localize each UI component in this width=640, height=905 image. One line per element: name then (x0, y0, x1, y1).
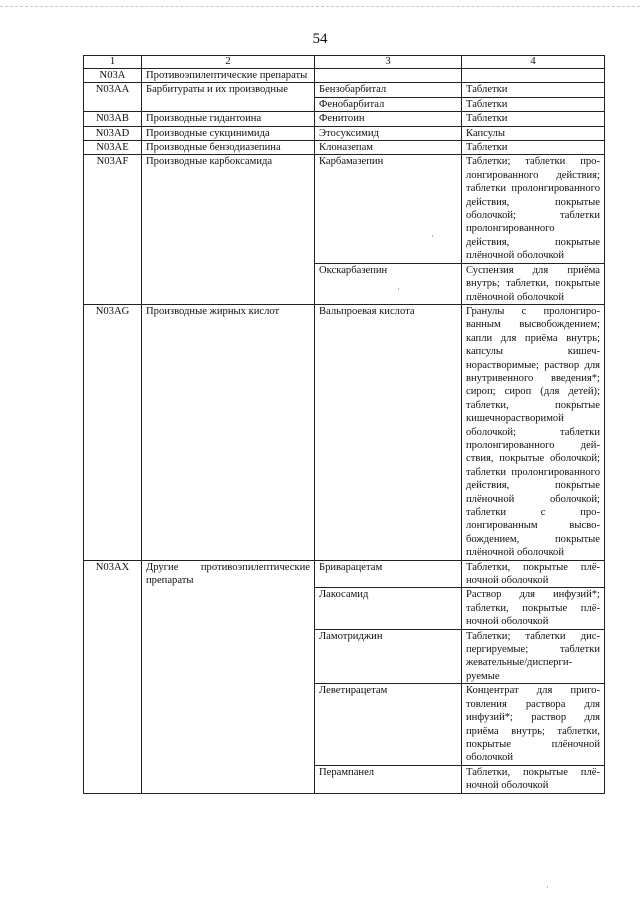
drug-name-cell: Фенитоин (315, 112, 462, 126)
table-row (84, 155, 605, 263)
atc-code-cell: N03AB (84, 112, 142, 126)
dosage-form-cell: Таблетки (462, 112, 605, 126)
table-row (84, 69, 605, 83)
dosage-form-cell: Концентрат для приготовления раствора для инфузий*; раствор для приёма внутрь; таблетки, покрытые плёночной оболочкой (462, 684, 605, 765)
group-name-cell: Производные жирных кислот (142, 304, 315, 560)
dosage-form-cell: Таблетки (462, 83, 605, 97)
group-name-cell: Барбитураты и их производные (142, 83, 315, 112)
scan-speck: · (431, 231, 434, 241)
drug-name-cell: Этосуксимид (315, 126, 462, 140)
header-row (84, 56, 605, 69)
header-cell-group: 2 (142, 56, 315, 69)
drug-name-cell: Лакосамид (315, 588, 462, 629)
dosage-form-cell: Таблетки; таблетки диспергируемые; таблетки жевательные/диспергируемые (462, 629, 605, 684)
header-cell-drug: 3 (315, 56, 462, 69)
atc-code-cell: N03A (84, 69, 142, 83)
dosage-form-cell: Таблетки (462, 141, 605, 155)
scan-speck: · (546, 882, 549, 892)
dosage-form-cell: Таблетки, покрытые плёночной оболочкой (462, 765, 605, 793)
drug-name-cell: Бриварацетам (315, 560, 462, 588)
table-row (84, 126, 605, 140)
group-name-cell: Производные сукцинимида (142, 126, 315, 140)
table-row (84, 112, 605, 126)
dosage-form-cell (462, 69, 605, 83)
drug-name-cell: Окскарбазепин (315, 263, 462, 304)
drug-name-cell: Клоназепам (315, 141, 462, 155)
atc-code-cell: N03AG (84, 304, 142, 560)
table-row (84, 560, 605, 588)
drug-name-cell: Леветирацетам (315, 684, 462, 765)
drug-name-cell: Перампанел (315, 765, 462, 793)
atc-code-cell: N03AD (84, 126, 142, 140)
dosage-form-cell: Суспензия для приёма внутрь; таблетки, покрытые плёночной оболочкой (462, 263, 605, 304)
group-name-cell: Противоэпилептические препараты (142, 69, 315, 83)
drug-table-body (84, 56, 605, 794)
table-row (84, 304, 605, 560)
dosage-form-cell: Капсулы (462, 126, 605, 140)
group-name-cell: Производные гидантоина (142, 112, 315, 126)
drug-name-cell: Вальпроевая кислота (315, 304, 462, 560)
drug-name-cell (315, 69, 462, 83)
dosage-form-cell: Таблетки (462, 97, 605, 111)
dosage-form-cell: Гранулы с пролонгированным высвобождением; капли для приёма внутрь; капсулы кишечнорастворимые; раствор для внутривенного введения*; сироп; сироп (для детей); таблетки, покрытые кишечнорастворимой оболочкой; таблетки пролонгированного действия, покрытые оболочкой; таблетки пролонгированного действия, покрытые плёночной оболочкой; таблетки с пролонгированным высвобождением, покрытые плёночной оболочкой (462, 304, 605, 560)
table-row (84, 141, 605, 155)
header-cell-form: 4 (462, 56, 605, 69)
atc-code-cell: N03AE (84, 141, 142, 155)
atc-code-cell: N03AA (84, 83, 142, 112)
dosage-form-cell: Раствор для инфузий*; таблетки, покрытые плёночной оболочкой (462, 588, 605, 629)
header-cell-code: 1 (84, 56, 142, 69)
top-scan-rule (0, 6, 640, 8)
table-row (84, 83, 605, 97)
drug-name-cell: Бензобарбитал (315, 83, 462, 97)
group-name-cell: Другие противоэпилептические препараты (142, 560, 315, 793)
scan-speck: · (397, 284, 400, 294)
drug-name-cell: Фенобарбитал (315, 97, 462, 111)
page-number: 54 (312, 31, 328, 47)
atc-code-cell: N03AF (84, 155, 142, 304)
group-name-cell: Производные бензодиазепина (142, 141, 315, 155)
drug-table (83, 55, 605, 794)
dosage-form-cell: Таблетки; таблетки пролонгированного действия; таблетки пролонгированного действия, покрытые оболочкой; таблетки пролонгированного действия, покрытые плёночной оболочкой (462, 155, 605, 263)
atc-code-cell: N03AX (84, 560, 142, 793)
drug-name-cell: Ламотриджин (315, 629, 462, 684)
dosage-form-cell: Таблетки, покрытые плёночной оболочкой (462, 560, 605, 588)
drug-name-cell: Карбамазепин (315, 155, 462, 263)
group-name-cell: Производные карбоксамида (142, 155, 315, 304)
